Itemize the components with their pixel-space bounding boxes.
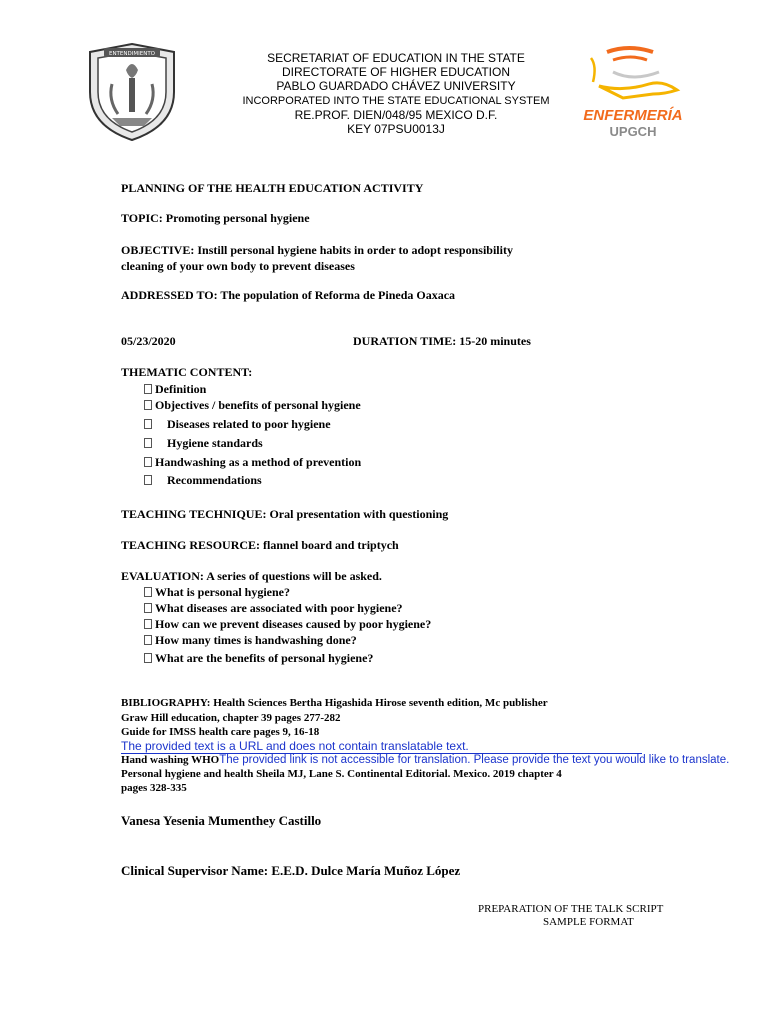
list-item: Recommendations xyxy=(144,473,262,488)
bullet-box-icon xyxy=(144,619,152,629)
header-line: SECRETARIAT OF EDUCATION IN THE STATE xyxy=(267,51,525,65)
svg-text:ENFERMERÍA: ENFERMERÍA xyxy=(583,107,683,124)
supervisor-name: Clinical Supervisor Name: E.E.D. Dulce María Muñoz López xyxy=(121,863,461,878)
objective-line: OBJECTIVE: Instill personal hygiene habits in order to adopt responsibility xyxy=(121,243,513,257)
bullet-box-icon xyxy=(144,400,152,410)
teaching-resource: TEACHING RESOURCE: flannel board and triptych xyxy=(121,538,399,552)
bullet-box-icon xyxy=(144,438,152,448)
list-item: What is personal hygiene? xyxy=(144,585,290,600)
list-item: How can we prevent diseases caused by poor hygiene? xyxy=(144,617,431,632)
bullet-box-icon xyxy=(144,653,152,663)
list-item: Hygiene standards xyxy=(144,436,263,451)
who-link[interactable]: The provided link is not accessible for translation. Please provide the text you would like to translate. xyxy=(219,754,730,766)
bibliography-line: Guide for IMSS health care pages 9, 16-18 xyxy=(121,726,320,738)
footer-line: SAMPLE FORMAT xyxy=(543,916,634,928)
bibliography-line: Personal hygiene and health Sheila MJ, Lane S. Continental Editorial. Mexico. 2019 chapter 4 xyxy=(121,768,562,780)
teaching-technique: TEACHING TECHNIQUE: Oral presentation with questioning xyxy=(121,507,449,521)
list-item: Definition xyxy=(144,382,206,397)
bullet-box-icon xyxy=(144,603,152,613)
duration: DURATION TIME: 15-20 minutes xyxy=(353,334,531,348)
bullet-box-icon xyxy=(144,384,152,394)
bullet-box-icon xyxy=(144,587,152,597)
evaluation-heading: EVALUATION: A series of questions will be asked. xyxy=(121,569,382,583)
bibliography-line: Hand washing WHOThe provided link is not accessible for translation. Please provide the text you would like to translate. xyxy=(121,754,730,766)
author-name: Vanesa Yesenia Mumenthey Castillo xyxy=(121,813,322,828)
header-line: RE.PROF. DIEN/048/95 MEXICO D.F. xyxy=(294,107,498,122)
bibliography-line: pages 328-335 xyxy=(121,782,187,794)
list-item: Handwashing as a method of prevention xyxy=(144,455,361,470)
addressed-to: ADDRESSED TO: The population of Reforma de Pineda Oaxaca xyxy=(121,288,456,302)
enfermeria-logo xyxy=(583,42,683,142)
seal-shield-icon xyxy=(82,40,182,144)
thematic-heading: THEMATIC CONTENT: xyxy=(121,365,253,379)
doc-title: PLANNING OF THE HEALTH EDUCATION ACTIVITY xyxy=(121,181,424,195)
university-seal xyxy=(82,40,182,144)
svg-text:ENTENDIMIENTO: ENTENDIMIENTO xyxy=(108,51,156,57)
list-item: Objectives / benefits of personal hygiene xyxy=(144,398,361,413)
bullet-box-icon xyxy=(144,457,152,467)
bullet-box-icon xyxy=(144,635,152,645)
bibliography-line: BIBLIOGRAPHY: Health Sciences Bertha Higashida Hirose seventh edition, Mc publisher xyxy=(121,697,548,709)
list-item: What diseases are associated with poor hygiene? xyxy=(144,601,403,616)
header-line: PABLO GUARDADO CHÁVEZ UNIVERSITY xyxy=(276,79,516,94)
list-item: How many times is handwashing done? xyxy=(144,633,357,648)
topic: TOPIC: Promoting personal hygiene xyxy=(121,211,310,225)
svg-text:UPGCH: UPGCH xyxy=(609,124,657,139)
list-item: Diseases related to poor hygiene xyxy=(144,417,331,432)
header-line: INCORPORATED INTO THE STATE EDUCATIONAL SYSTEM xyxy=(242,94,550,107)
bullet-box-icon xyxy=(144,419,152,429)
date: 05/23/2020 xyxy=(121,334,176,348)
header-line: DIRECTORATE OF HIGHER EDUCATION xyxy=(281,65,510,80)
header-line: KEY 07PSU0013J xyxy=(347,122,445,137)
objective-line: cleaning of your own body to prevent diseases xyxy=(121,259,355,273)
bullet-box-icon xyxy=(144,475,152,485)
footer-line: PREPARATION OF THE TALK SCRIPT xyxy=(478,903,664,915)
bibliography-line: Graw Hill education, chapter 39 pages 277-282 xyxy=(121,712,341,724)
list-item: What are the benefits of personal hygiene? xyxy=(144,651,373,666)
lamp-logo-icon xyxy=(583,42,683,142)
bibliography-link[interactable]: The provided text is a URL and does not contain translatable text. xyxy=(121,739,642,754)
